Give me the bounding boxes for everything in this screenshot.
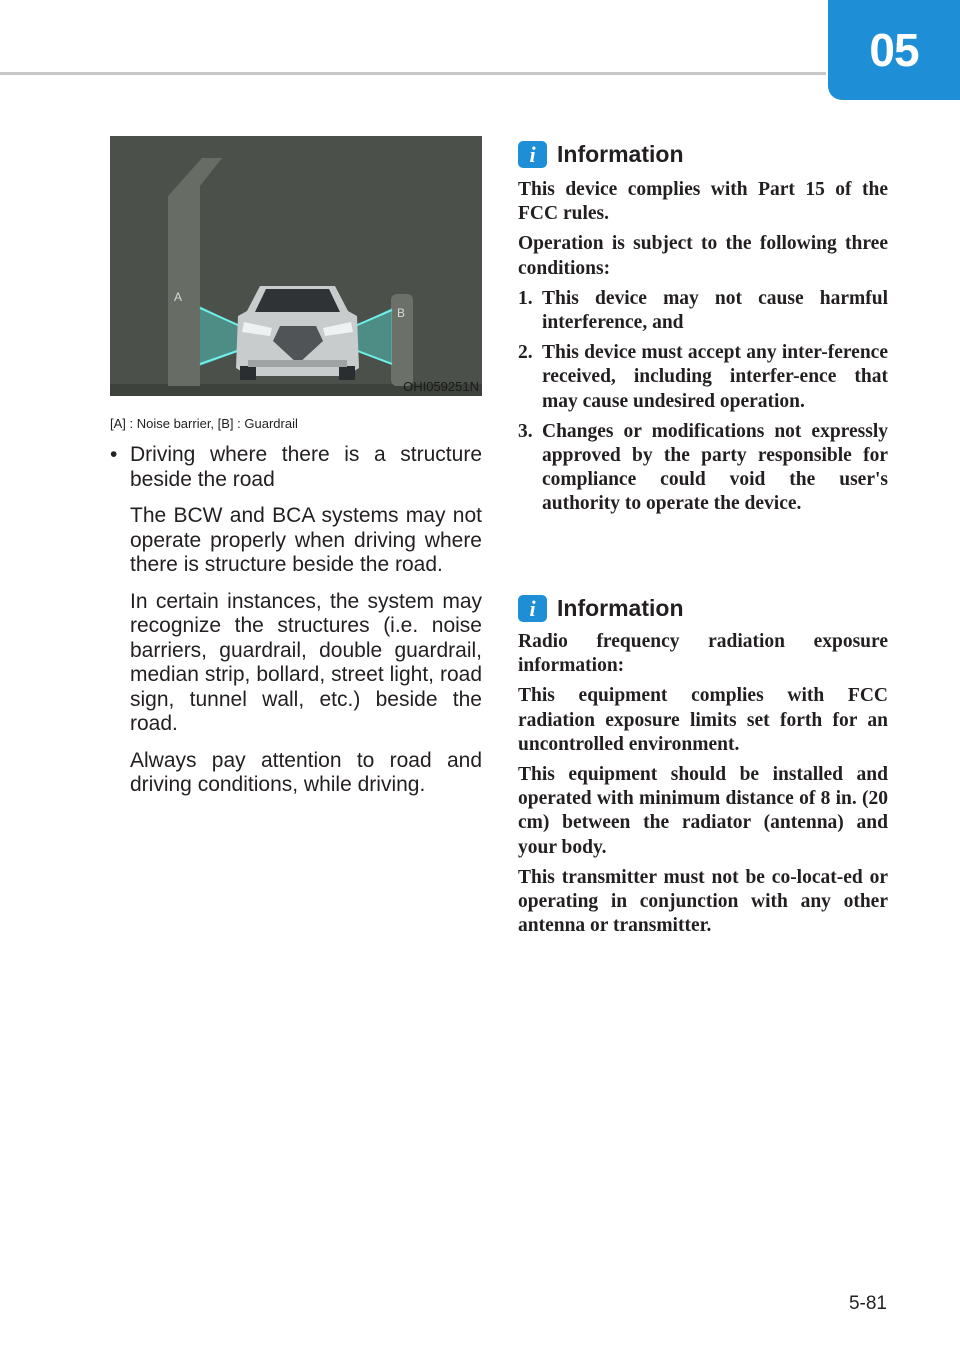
item-number: 2. <box>518 342 533 364</box>
figure-caption: [A] : Noise barrier, [B] : Guardrail <box>110 416 298 431</box>
left-column <box>110 443 482 798</box>
item-text: This device must accept any inter-ference received, including interfer-ence that may cause undesired operation. <box>542 342 888 412</box>
body-paragraph: The BCW and BCA systems may not operate properly when driving where there is structure beside the road. <box>130 504 482 576</box>
body-paragraph: Always pay attention to road and driving conditions, while driving. <box>130 748 482 796</box>
figure-label-a: A <box>174 290 183 304</box>
info-paragraph: This device complies with Part 15 of the FCC rules. <box>518 179 888 225</box>
item-text: This device may not cause harmful interference, and <box>542 287 888 334</box>
info-heading-2 <box>518 595 684 622</box>
info-heading-1 <box>518 141 684 168</box>
figure-illustration <box>110 136 482 396</box>
info-icon: i <box>518 595 547 622</box>
item-number: 1. <box>518 287 533 309</box>
info-paragraph: This equipment should be installed and operated with minimum distance of 8 in. (20 cm) between the radiator (antenna) and your body. <box>518 764 888 858</box>
info-paragraph: This equipment complies with FCC radiation exposure limits set forth for an uncontrolled environment. <box>518 685 888 755</box>
page-number: 5-81 <box>848 1293 887 1314</box>
info-paragraph: This transmitter must not be co-locat-ed or operating in conjunction with any other antenna or transmitter. <box>518 866 888 937</box>
figure-code: OHI059251N <box>403 379 479 394</box>
car-front-shape <box>236 286 359 380</box>
info-paragraph: Radio frequency radiation exposure information: <box>518 631 888 677</box>
info-paragraph: Operation is subject to the following three conditions: <box>518 233 888 279</box>
chapter-number: 05 <box>869 24 919 76</box>
item-number: 3. <box>518 420 533 442</box>
info-block-2 <box>518 630 888 944</box>
body-paragraph: In certain instances, the system may recognize the structures (i.e. noise barriers, guardrail, double guardrail, median strip, bollard, street light, road sign, tunnel wall, etc.) beside the road. <box>130 589 482 735</box>
numbered-item <box>518 341 888 414</box>
numbered-item <box>518 287 888 335</box>
chapter-tab <box>828 0 960 100</box>
info-title: Information <box>557 141 684 167</box>
info-title: Information <box>557 595 684 621</box>
info-block-1 <box>518 178 888 523</box>
bullet-item <box>110 443 482 492</box>
item-text: Changes or modifications not expressly approved by the party responsible for compliance could void the user's authority to operate the device. <box>542 420 888 515</box>
header-rule <box>0 72 826 75</box>
numbered-item <box>518 420 888 517</box>
info-icon: i <box>518 141 547 168</box>
figure-label-b: B <box>397 306 406 320</box>
bullet-dot: • <box>110 443 118 466</box>
road-scene-illustration <box>110 136 482 396</box>
bullet-title: Driving where there is a structure beside the road <box>130 443 482 491</box>
